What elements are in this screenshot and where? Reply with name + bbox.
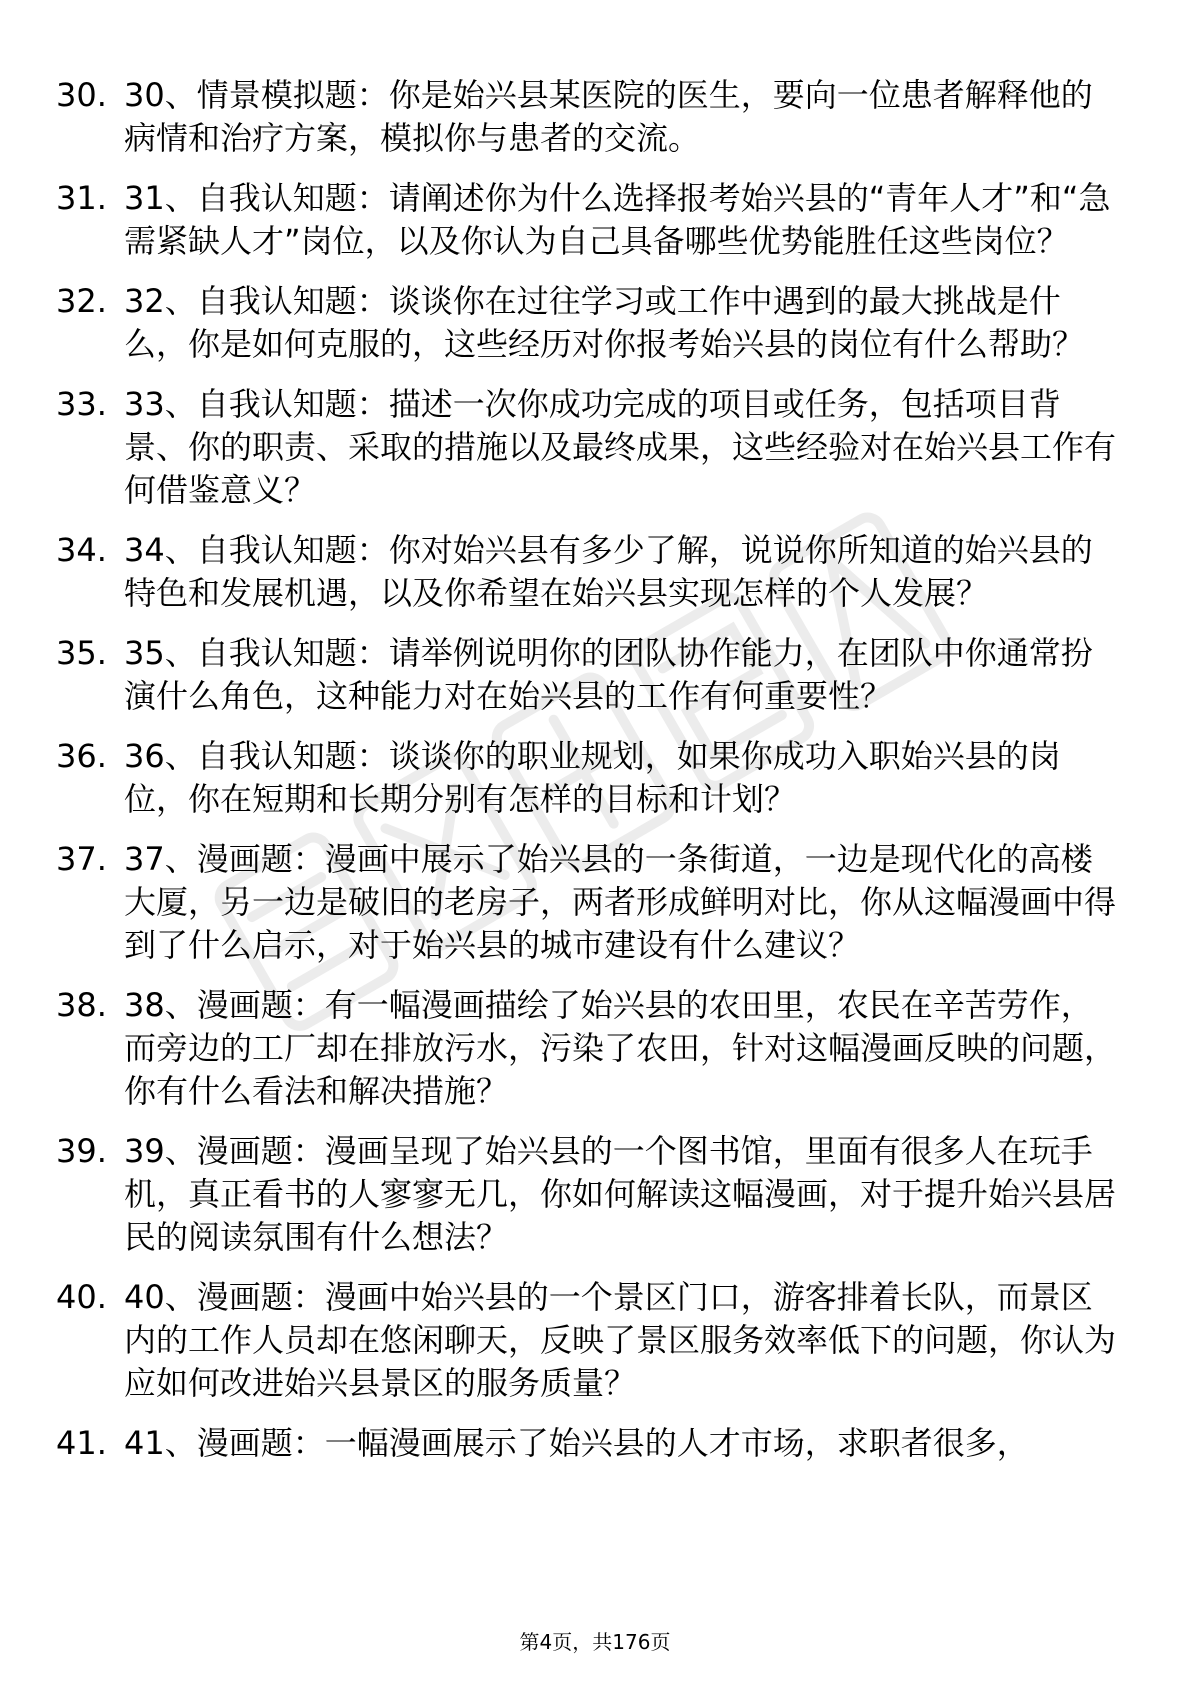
question-list: [56, 74, 1116, 1482]
question-number: 40.: [56, 1278, 107, 1316]
question-number: 41.: [56, 1424, 107, 1462]
question-number: 32.: [56, 282, 107, 320]
question-text: 36、自我认知题：谈谈你的职业规划，如果你成功入职始兴县的岗位，你在短期和长期分别有怎样的目标和计划？: [124, 737, 1061, 818]
question-text: 33、自我认知题：描述一次你成功完成的项目或任务，包括项目背景、你的职责、采取的措施以及最终成果，这些经验对在始兴县工作有何借鉴意义？: [124, 385, 1117, 509]
question-item-41: [56, 1422, 1116, 1465]
question-item-31: [56, 177, 1116, 263]
question-number: 31.: [56, 179, 107, 217]
question-text: 40、漫画题：漫画中始兴县的一个景区门口，游客排着长队，而景区内的工作人员却在悠闲聊天，反映了景区服务效率低下的问题，你认为应如何改进始兴县景区的服务质量？: [124, 1278, 1117, 1402]
page-footer: [0, 1628, 1190, 1656]
question-item-35: [56, 632, 1116, 718]
question-number: 36.: [56, 737, 107, 775]
question-item-34: [56, 529, 1116, 615]
question-number: 38.: [56, 986, 107, 1024]
question-text: 34、自我认知题：你对始兴县有多少了解，说说你所知道的始兴县的特色和发展机遇，以及你希望在始兴县实现怎样的个人发展？: [124, 531, 1093, 612]
question-number: 37.: [56, 840, 107, 878]
question-text: 38、漫画题：有一幅漫画描绘了始兴县的农田里，农民在辛苦劳作，而旁边的工厂却在排放污水，污染了农田，针对这幅漫画反映的问题，你有什么看法和解决措施？: [124, 986, 1117, 1110]
question-item-33: [56, 383, 1116, 512]
page-number-label: 第4页，共176页: [519, 1630, 671, 1654]
question-text: 32、自我认知题：谈谈你在过往学习或工作中遇到的最大挑战是什么，你是如何克服的，这些经历对你报考始兴县的岗位有什么帮助？: [124, 282, 1085, 363]
question-item-40: [56, 1276, 1116, 1405]
question-number: 33.: [56, 385, 107, 423]
question-item-37: [56, 838, 1116, 967]
question-text: 35、自我认知题：请举例说明你的团队协作能力，在团队中你通常扮演什么角色，这种能力对在始兴县的工作有何重要性？: [124, 634, 1093, 715]
question-item-36: [56, 735, 1116, 821]
question-number: 35.: [56, 634, 107, 672]
question-item-30: [56, 74, 1116, 160]
question-number: 34.: [56, 531, 107, 569]
question-number: 30.: [56, 76, 107, 114]
question-text: 39、漫画题：漫画呈现了始兴县的一个图书馆，里面有很多人在玩手机，真正看书的人寥寥无几，你如何解读这幅漫画，对于提升始兴县居民的阅读氛围有什么想法？: [124, 1132, 1117, 1256]
question-text: 30、情景模拟题：你是始兴县某医院的医生，要向一位患者解释他的病情和治疗方案，模拟你与患者的交流。: [124, 76, 1093, 157]
question-item-32: [56, 280, 1116, 366]
question-text: 31、自我认知题：请阐述你为什么选择报考始兴县的“青年人才”和“急需紧缺人才”岗位，以及你认为自己具备哪些优势能胜任这些岗位？: [124, 179, 1111, 260]
question-number: 39.: [56, 1132, 107, 1170]
question-text: 41、漫画题：一幅漫画展示了始兴县的人才市场，求职者很多，: [124, 1424, 1029, 1462]
question-item-39: [56, 1130, 1116, 1259]
question-text: 37、漫画题：漫画中展示了始兴县的一条街道，一边是现代化的高楼大厦，另一边是破旧的老房子，两者形成鲜明对比，你从这幅漫画中得到了什么启示，对于始兴县的城市建设有什么建议？: [124, 840, 1117, 964]
question-item-38: [56, 984, 1116, 1113]
